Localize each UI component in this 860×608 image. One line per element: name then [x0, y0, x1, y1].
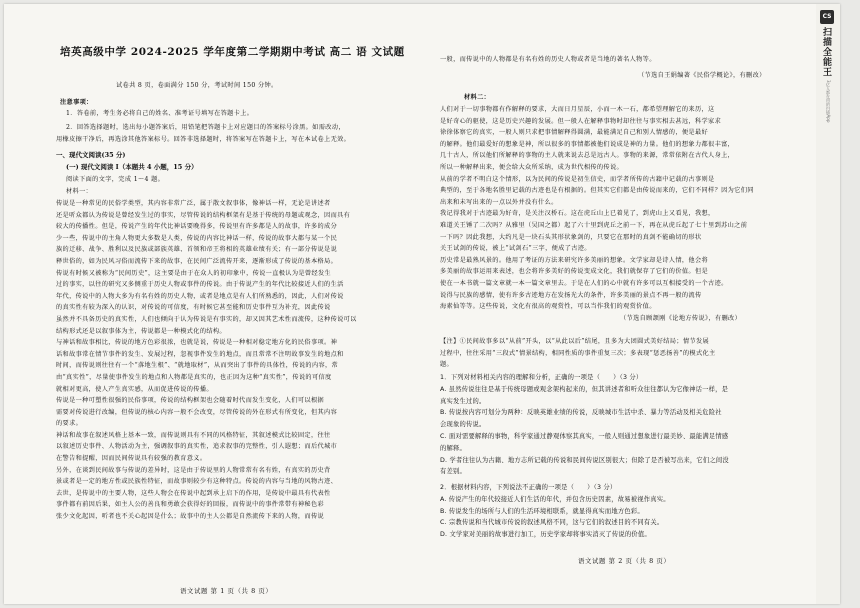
text-line: 释世俗的，如为民风习俗而流传下来的故事，在民间广泛流传开来，逐渐形成了传说的基本格局。: [56, 257, 338, 265]
material-1-body: [56, 198, 418, 523]
answer-option: 真实发生过的。: [440, 397, 486, 405]
text-line: 较大的传播性。但是，传说产生的年代比神话要晚得多，传说里有许多都是人的故事，许多的成分: [56, 223, 338, 231]
answer-option: A. 传说产生的年代较接近人们生活的年代，并包含历史因素，故易被视作真实。: [440, 495, 670, 503]
text-line: 使在一本书就一篇文章就一本一篇文章里去。于是在人们的心中就有许多可以互相接受的一个古迹。: [440, 279, 728, 287]
text-line: 在警告和提醒，因而民间传说具有较强的教育意义。: [56, 455, 207, 463]
camscanner-logo-icon: CS: [820, 10, 834, 24]
scanner-brand: [820, 10, 836, 122]
answer-option: A. 虽然传说往往是基于传统母题或观念架构起来的，但其讲述者和听众往往都认为它像神话一样，是: [440, 385, 729, 393]
text-line: 一下吗？因此我想，大约凡是一块石头其形状象剑的，只要它在那时的真剑不能确切的形状: [440, 233, 702, 241]
notice-3: 用橡皮擦干净后，再选涂其他答案标号。回答非选择题时，将答案写在答题卡上，写在本试卷上无效。: [56, 136, 351, 143]
text-line: 的解释。他们最爱好的想象是神，所以很多的事情都被他们说成是神的力量。他们的想象力都很丰富，: [440, 140, 735, 148]
material-2-body: [440, 104, 818, 324]
scanned-exam-sheet: [4, 4, 840, 604]
text-line: 多美丽的故事运用来表述，也会将许多美好的传说变成文化，我们就保存了它们的价值。但是: [440, 268, 709, 276]
brand-name: 扫描全能王: [821, 27, 831, 77]
text-line: 需要对传说进行改编，但传说的核心内容一般不会改变，尽管传说的外在形式有所变化，但其内容: [56, 408, 338, 416]
text-line: 就相对更高，使人产生真实感，从而促进传说的传播。: [56, 385, 213, 393]
text-line: 话和故事常在情节事件的发生、发展过程，忽视事件发生的地点，而且常常不注明故事发生的地点和: [56, 350, 344, 358]
text-line: 过的事实，以往的研究又多侧重于历史人物或事件的传说。由于传说产生的年代比较接近人们的生活: [56, 281, 344, 289]
material-2-label: 材料二：: [464, 94, 491, 101]
answer-option: 的解释。: [440, 444, 466, 452]
answer-option: B. 传说发生的场所与人们的生活环境相联系，就显得真实而地方色彩。: [440, 507, 644, 515]
page-1: [4, 4, 424, 604]
reading-instruction: 阅读下面的文字，完成 1～4 题。: [66, 176, 165, 183]
footnote: [440, 336, 818, 371]
text-line: 徐徐体察它的真实，一般人则只求把事情解释得圆满，最能满足自己和别人情感的，便是最好: [440, 129, 709, 137]
text-line: 的要求。: [56, 420, 83, 428]
scanner-watermark-strip: [816, 4, 840, 604]
text-line: 年代，传说中的人物大多为有名有姓的历史人物，或者是地点是有人们所熟悉的，因此，人们对传说: [56, 292, 344, 300]
text-line: 事件都有前因后果，如主人公的善良和勇敢会获得好的回报，而传说中的事件常带有神秘色彩: [56, 501, 325, 509]
answer-option: 会现象的传说。: [440, 421, 486, 429]
text-line: 传说有时候又被称为“民间历史”，这主要是由于在众人的初印象中，传说一直极认为是曾经发生: [56, 269, 332, 277]
page-footer: 语文试题 第 2 页（共 8 页）: [578, 557, 671, 565]
material-1-closing: 一般，而传说中的人物都是有名有姓的历史人物或者是当地的著名人物等。: [440, 56, 656, 63]
answer-option: D. 学者往往认为古籍、地方志所记载的传说和民间传说区别很大；但除了是否被写出来，它们之间没: [440, 456, 729, 464]
notice-heading: 注意事项：: [60, 99, 93, 106]
text-line: 海素仙等等。这些传说，文化有很高的观赏性，可以当作我们的观赏价值。: [440, 303, 656, 311]
text-line: 神话和故事在叙述风格上基本一致，而传说则具有不同的风格特征，其叙述模式比较固定，往往: [56, 431, 331, 439]
text-line: 出来和未写出来的一点以外并没有什么。: [440, 198, 558, 206]
answer-option: D. 文学家对美丽的故事进行加工，历史学家却将事实消灭了传说的价值。: [440, 531, 651, 539]
text-line: 说得与民族的感情，使有许多古迹地方在发扬光大的条件，许多美丽的景点不再一般的流传: [440, 291, 702, 299]
subsection-heading: (一) 现代文阅读 I（本题共 4 小题，15 分）: [66, 163, 198, 171]
text-line: 去世，是传说中的主要人物，这些人物会在传说中起到承上启下的作用，是传说中最具有代表性: [56, 489, 331, 497]
answer-option: 有差别。: [440, 468, 466, 476]
page-footer: 语文试题 第 1 页（共 8 页）: [180, 587, 273, 595]
question-stem: 1．下列对材料相关内容的理解和分析，正确的一项是（ ）（3 分）: [440, 374, 643, 381]
text-line: 我记得我对于古迹最为好奇，是关注汉桥石。这在虎丘山上已着见了，到虎山上又看见，我想，: [440, 210, 715, 218]
text-line: 与神话和故事相比，传说的地方色彩很浓，也就是说，传说是一种相对稳定地方化的民俗事项。神: [56, 339, 338, 347]
source-citation-1: （节选自王娟编著《民俗学概论》，有删改）: [638, 72, 766, 79]
text-line: 以叙述历史事件、人物活动为主，强调叙事的真实性，追求叙事的完整性，引人遐想；而后代城市: [56, 443, 338, 451]
exam-title: 培英高级中学 2024-2025 学年度第二学期期中考试 高二 语 文试题: [60, 46, 405, 58]
page-2: [424, 4, 840, 604]
answer-option: C. 面对需要解释的事物，科学家通过静观体察其真实，一般人则通过想象进行最美妙、最能满足情感: [440, 432, 729, 440]
text-line: 族的迁移、战争、胜利以及民族或部族英雄、首领和帝王将相的英雄业绩有关；有一部分传说是说: [56, 246, 338, 254]
answer-option: C. 宗教传说和当代城市传说的叙述风格不同，这与它们的叙述目的不同有关。: [440, 519, 664, 527]
text-line: 结构形式还是以叙事体为主，传说都是一种模式化的结构。: [56, 327, 226, 335]
note-line: 【注】①民间故事多以“从前”开头，以“从此以后”结尾，且多为大团圆式美好结局；情节发展: [440, 338, 710, 345]
text-line: 从前的学者不明白这个情形，以为民间的传说是初生信史，而学者所传的古籍中记载的古事则是: [440, 175, 715, 183]
text-line: 难道关王锤了二次吗？从雅里（吴国之都）起了六十里到虎丘之前一下，再在从虎丘起了七十里到苏山之前: [440, 221, 748, 229]
question-1: [440, 372, 818, 478]
note-line: 题。: [440, 361, 454, 369]
text-line: 张少文化起因，听者也不关心起因是什么；故事中的主人公都是自然流传下来的人物，而传说: [56, 513, 325, 521]
text-line: 时间，而传说则往往有一个“落地生根”、“就地取材”，从而突出了事件的具体性，传说的内容，常: [56, 362, 339, 370]
text-line: 历史常是最熟风景的。他用了考证的方法来研究许多美丽的想象。文学家却是诗人情，他会将: [440, 256, 709, 264]
source-citation-2: （节选自顾颉刚《论地方传说》，有删改）: [620, 314, 742, 322]
text-line: 关王试剑的传说，被上“试剑石”三字，便成了古迹。: [440, 245, 591, 253]
text-line: 由“真实性”，尽量使事件发生的地点和人物都是真实的，也正因为这种“真实性”，传说的可信度: [56, 373, 332, 381]
text-line: 虽然并不具备历史的真实性，人们也倾向于认为传说是有事实的，却又因其艺术性而流传，这种传说可以: [56, 315, 357, 323]
answer-option: B. 传说按内容可划分为两种：反映英雄业绩的传说，反映城市生活中杀、暴力等活动及相关危险社: [440, 409, 722, 417]
text-line: 几十古人，所以他们所解释的事物的主人就来说去总是远古人。事物的来源，常常依附在古代人身上，: [440, 152, 735, 160]
question-stem: 2．根据材料内容，下列说法不正确的一项是（ ）（3 分）: [440, 484, 617, 491]
text-line: 人们对于一切事物都有作解释的要求，大而日月星辰，小而一木一石，都希望理解它的来历，这: [440, 106, 715, 113]
question-2: [440, 482, 818, 541]
text-line: 是好奇心的驱使，这是历史兴趣的发展。但一般人在解释事物时却往往与事实相去甚远，科学家求: [440, 117, 722, 125]
section-heading: 一、现代文阅读(35 分): [56, 151, 126, 159]
text-line: 景或者是一定的地方性或民族性特征，而故事则较少有这种特点。传说的内容与当地的风物古迹、: [56, 478, 338, 486]
text-line: 还是听众都认为传说是曾经发生过的事实，尽管传说的结构框架有是基于传统的母题或观念，因而具有: [56, 211, 351, 219]
text-line: 所以一种解释出来，便会给大众所采纳，成为世代相传的传说。: [440, 163, 624, 171]
text-line: 传说是一种可塑性很强的民俗事项，传说的结构框架也会随着时代而发生变化，人们可以根据: [56, 397, 325, 405]
notice-1: 1．答卷前，考生务必将自己的姓名、准考证号填写在答题卡上。: [66, 110, 254, 117]
text-line: 传说是一种常见的民俗学类型，其内容非常广泛，属于散文叙事体，像神话一样，无论是讲述者: [56, 200, 331, 207]
exam-info: 试卷共 8 页，卷面满分 150 分，考试时间 150 分钟。: [116, 82, 278, 89]
brand-tagline: 3亿人都在用的扫描App: [826, 80, 831, 123]
material-1-label: 材料一：: [66, 188, 93, 195]
text-line: 的真实性有较为深入的认识，对传说的可信度，有时候它甚至能和历史事件互为补充，因此传说: [56, 304, 331, 312]
text-line: 典型的，至于各地名胜里记载的古迹也是有根据的。但其实它们都是由传说而来的，它们不同样？因为它们同: [440, 187, 754, 195]
notice-2: 2．回答选择题时，选出每小题答案后，用铅笔把答题卡上对应题目的答案标号涂黑。如需改动，: [66, 124, 345, 131]
text-line: 另外，在谈到民间故事与传说的差异时，这是由于传说里的人物常常有名有姓，有真实的历史背: [56, 466, 331, 474]
text-line: 少一些，传说中的主角人物更大多数是人类，传说的内容比神话一样，传说的故事大都与某一个民: [56, 234, 338, 242]
note-line: 过程中，往往采用“三段式”情景结构，相同性质的事件重复三次；多表现“惩恶扬善”的模式化主: [440, 349, 716, 357]
